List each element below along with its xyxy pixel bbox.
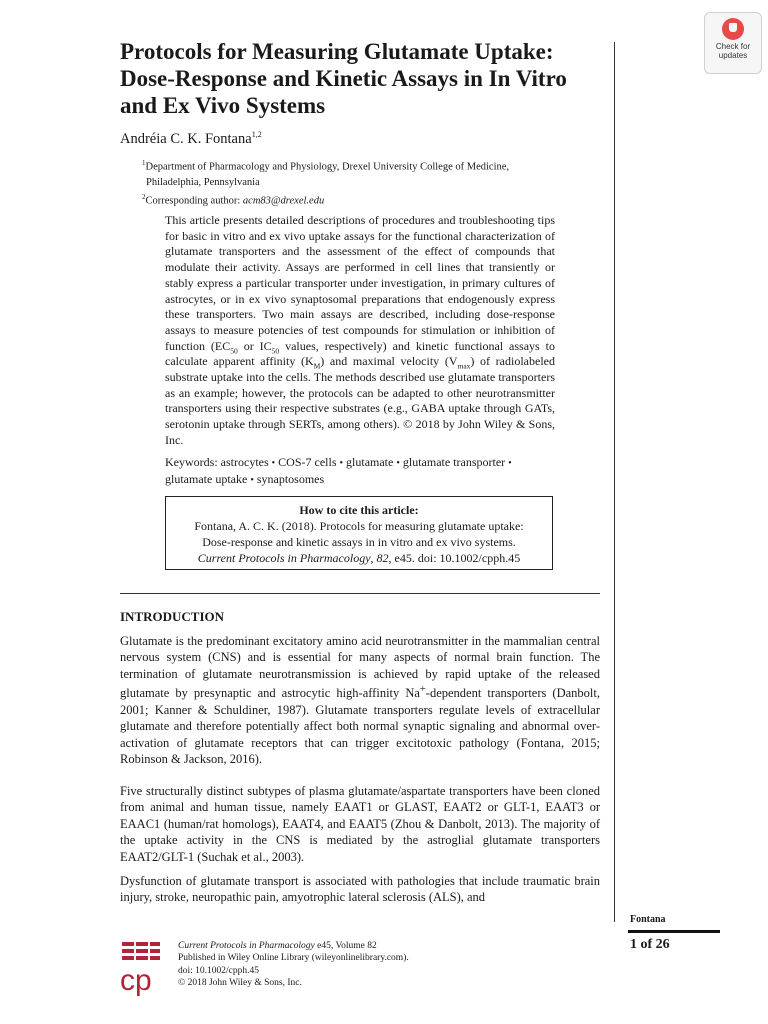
badge-line1: Check for — [715, 42, 751, 51]
logo-bar — [150, 949, 160, 953]
affiliations — [142, 156, 582, 208]
abstract-sub-1: 50 — [230, 346, 238, 356]
corresponding-email[interactable]: acm83@drexel.edu — [242, 195, 325, 206]
footer-line1 — [178, 940, 409, 952]
bullet-icon: • — [339, 458, 344, 469]
logo-text: cp — [120, 964, 152, 996]
how-to-cite-box — [165, 496, 553, 570]
author-sup: 1,2 — [251, 130, 262, 139]
intro-p1-a: Glutamate is the predominant excitatory amino acid neurotransmitter in the mammalian central nervous system (CNS) and is essential for many aspects of normal brain function. The termination of glutamate neurotransmission is achieved by rapid uptake of the released glutamate by presynaptic and astrocytic high-affinity Na — [120, 634, 600, 701]
keyword: glutamate transporter — [402, 455, 506, 469]
logo-bar — [150, 942, 160, 946]
keywords — [165, 455, 560, 488]
abstract-text-3: values, respectively) and kinetic functional assays to calculate apparent affinity (K — [165, 338, 555, 369]
footer-line2: Published in Wiley Online Library (wileyonlinelibrary.com). — [178, 953, 409, 964]
footer-journal: Current Protocols in Pharmacology — [178, 941, 315, 951]
bullet-icon: • — [396, 458, 400, 469]
abstract-text-1: This article presents detailed descriptions of procedures and troubleshooting tips for basic in vitro and ex vivo uptake assays for the functional characterization of glutamate transporters and the assessment of the effect of compounds that modulate their activity. Assays are performed in cell lines that transiently or stably express a particular transporter under investigation, in primary cultures of astrocytes, or in ex vivo synaptosomal preparations that endogenously express these transporters. Two main assays are described, including dose-response assays to measure potencies of test compounds for stimulation or inhibition of function (EC — [165, 213, 555, 353]
keyword: synaptosomes — [256, 471, 325, 486]
footer-info — [178, 940, 409, 989]
keyword: glutamate uptake — [165, 471, 248, 486]
affil-2-sup: 2 — [142, 192, 146, 201]
abstract-sub-2: 50 — [271, 346, 280, 356]
running-head-rule — [628, 930, 720, 933]
logo-bar — [136, 949, 148, 953]
cite-journal: Current Protocols in Pharmacology — [197, 551, 371, 565]
affil-1-sup: 1 — [142, 159, 146, 167]
margin-rule — [614, 42, 615, 922]
affiliation-1 — [142, 156, 582, 175]
logo-bar — [150, 956, 160, 960]
logo-bar — [136, 956, 148, 960]
bullet-icon: • — [271, 458, 276, 469]
cite-line3 — [166, 550, 552, 566]
affil-1-line1: Department of Pharmacology and Physiology, Drexel University College of Medicine, — [145, 161, 510, 173]
intro-p1-b: -dependent transporters (Danbolt, 2001; Kanner & Schuldiner, 1987). Glutamate transporters regulate levels of extracellular glutamate and therefore potentially affect both normal synaptic signaling and abnormal over-activation of glutamate receptors that can trigger excitotoxic pathology (Fontana, 2015; Robinson & Jackson, 2016). — [120, 686, 600, 766]
logo-bar — [122, 949, 134, 953]
article-title: Protocols for Measuring Glutamate Uptake: Dose-Response and Kinetic Assays in In Vitro and Ex Vivo Systems — [120, 39, 567, 118]
author-line — [120, 130, 262, 148]
section-title: INTRODUCTION — [120, 609, 225, 624]
author-name: Andréia C. K. Fontana — [120, 130, 252, 147]
section-divider — [120, 593, 600, 594]
affiliation-1-cont: Philadelphia, Pennsylvania — [146, 176, 260, 188]
keyword: glutamate — [346, 455, 394, 469]
intro-paragraph-3: Dysfunction of glutamate transport is associated with pathologies that include traumatic brain injury, stroke, neuropathic pain, amyotrophic lateral sclerosis (ALS), and — [120, 874, 600, 905]
intro-paragraph-1 — [120, 633, 600, 767]
cite-sep: , — [370, 551, 377, 565]
cite-volume: 82 — [376, 551, 389, 565]
keywords-label: Keywords: — [165, 455, 221, 469]
cite-doi: , e45. doi: 10.1002/cpph.45 — [388, 551, 521, 565]
abstract-sub-4: max — [457, 361, 471, 371]
logo-bar — [122, 942, 134, 946]
logo-bar — [136, 942, 148, 946]
cite-line1: Fontana, A. C. K. (2018). Protocols for measuring glutamate uptake: — [194, 519, 524, 533]
keyword: COS-7 cells — [278, 455, 337, 469]
abstract-text-4: ) and maximal velocity (V — [320, 354, 458, 369]
abstract-text-2: or IC — [237, 338, 272, 353]
abstract-sub-3: M — [313, 361, 321, 371]
logo-bar — [122, 956, 134, 960]
affiliation-2 — [142, 190, 582, 209]
badge-line2: updates — [718, 51, 748, 60]
bullet-icon: • — [250, 474, 254, 486]
abstract — [165, 213, 555, 449]
cite-line2: Dose-response and kinetic assays in in vitro and ex vivo systems. — [202, 535, 516, 549]
footer-line4: © 2018 John Wiley & Sons, Inc. — [178, 977, 302, 988]
check-for-updates-badge[interactable] — [704, 12, 762, 74]
abstract-text-5: ) of radiolabeled substrate uptake into the cells. The methods described use glutamate transporters as an example; however, the protocols can be adapted to other neurotransmitter transporters using their respective substrates (e.g., GABA uptake through GATs, serotonin uptake through SERTs, among others). © 2018 by John Wiley & Sons, Inc. — [165, 354, 555, 447]
bullet-icon: • — [508, 458, 512, 469]
page-number: 1 of 26 — [630, 937, 670, 952]
cite-heading: How to cite this article: — [299, 503, 419, 517]
intro-p1-sup: + — [419, 684, 426, 696]
affil-2-label: Corresponding author: — [145, 195, 243, 206]
footer-volume: e45, Volume 82 — [314, 941, 377, 951]
keyword: astrocytes — [220, 455, 269, 469]
running-head: Fontana — [630, 914, 666, 925]
footer-line3: doi: 10.1002/cpph.45 — [178, 965, 260, 976]
intro-paragraph-2: Five structurally distinct subtypes of plasma glutamate/aspartate transporters have been cloned from animal and human tissue, namely EAAT1 or GLAST, EAAT2 or GLT-1, EAAT3 or EAAC1 (human/rat homologs), EAAT4, and EAAT5 (Zhou & Danbolt, 2013). The majority of the uptake activity in the CNS is mediated by the astroglial glutamate transporters EAAT2/GLT-1 (Suchak et al., 2003). — [120, 784, 600, 864]
crossmark-icon — [722, 18, 744, 40]
cp-logo — [118, 940, 162, 996]
